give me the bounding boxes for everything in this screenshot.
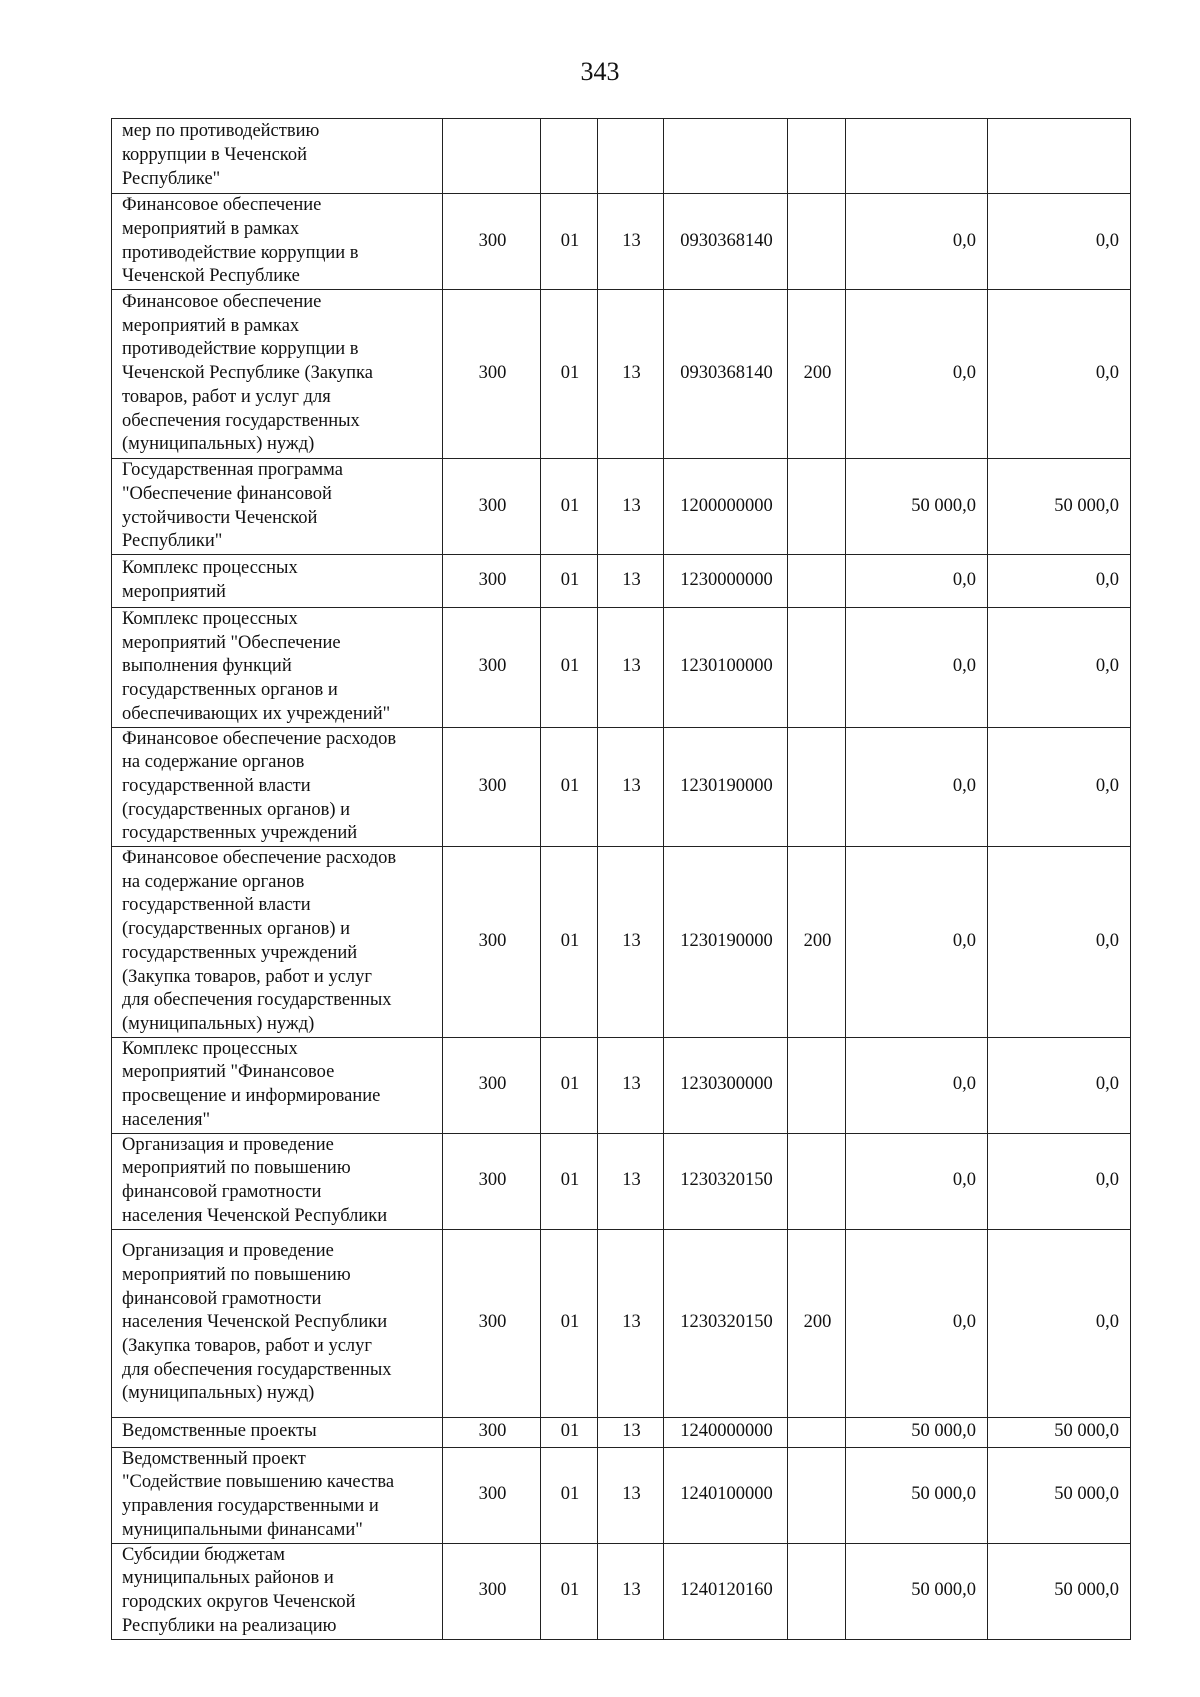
cell-amount-year-2: 0,0 [988, 608, 1131, 728]
cell-section: 01 [541, 459, 598, 555]
cell-ministry-code: 300 [443, 1543, 541, 1639]
cell-subsection: 13 [598, 459, 664, 555]
cell-ministry-code [443, 119, 541, 194]
cell-amount-year-1: 0,0 [846, 1133, 988, 1229]
cell-subsection: 13 [598, 1037, 664, 1133]
cell-section [541, 119, 598, 194]
cell-ministry-code: 300 [443, 1417, 541, 1447]
cell-subsection: 13 [598, 727, 664, 847]
table-row [112, 1133, 1131, 1229]
cell-description: мер по противодействию коррупции в Чеченской Республике" [112, 119, 443, 194]
cell-amount-year-2: 50 000,0 [988, 459, 1131, 555]
table-row [112, 608, 1131, 728]
cell-expense-type [788, 119, 846, 194]
cell-section: 01 [541, 1447, 598, 1543]
cell-description: Финансовое обеспечение мероприятий в рамках противодействие коррупции в Чеченской Республике [112, 194, 443, 290]
cell-amount-year-1: 0,0 [846, 1037, 988, 1133]
cell-section: 01 [541, 1037, 598, 1133]
cell-ministry-code: 300 [443, 1447, 541, 1543]
cell-target-item [664, 119, 788, 194]
cell-amount-year-2: 50 000,0 [988, 1447, 1131, 1543]
cell-section: 01 [541, 608, 598, 728]
cell-target-item: 1230320150 [664, 1133, 788, 1229]
table-row [112, 459, 1131, 555]
cell-amount-year-1: 0,0 [846, 194, 988, 290]
table-row [112, 555, 1131, 608]
table-row [112, 1037, 1131, 1133]
cell-description: Финансовое обеспечение мероприятий в рамках противодействие коррупции в Чеченской Республике (Закупка товаров, работ и услуг для обеспечения государственных (муниципальных) нужд) [112, 290, 443, 459]
cell-amount-year-1 [846, 119, 988, 194]
cell-ministry-code: 300 [443, 555, 541, 608]
table-row [112, 1447, 1131, 1543]
cell-target-item: 1230000000 [664, 555, 788, 608]
cell-description: Финансовое обеспечение расходов на содержание органов государственной власти (государственных органов) и государственных учреждений (Закупка товаров, работ и услуг для обеспечения государственных (муниципальных) нужд) [112, 847, 443, 1038]
cell-amount-year-1: 0,0 [846, 555, 988, 608]
cell-subsection: 13 [598, 1133, 664, 1229]
cell-ministry-code: 300 [443, 1229, 541, 1417]
cell-section: 01 [541, 1417, 598, 1447]
cell-target-item: 1240120160 [664, 1543, 788, 1639]
cell-amount-year-2: 0,0 [988, 727, 1131, 847]
cell-amount-year-2: 0,0 [988, 1133, 1131, 1229]
cell-amount-year-1: 0,0 [846, 290, 988, 459]
cell-section: 01 [541, 847, 598, 1038]
cell-expense-type [788, 1133, 846, 1229]
table-row [112, 1229, 1131, 1417]
cell-amount-year-2: 0,0 [988, 194, 1131, 290]
cell-amount-year-2: 0,0 [988, 1037, 1131, 1133]
page-number: 343 [580, 57, 620, 86]
cell-amount-year-1: 50 000,0 [846, 1447, 988, 1543]
cell-amount-year-2 [988, 119, 1131, 194]
cell-amount-year-1: 0,0 [846, 847, 988, 1038]
cell-ministry-code: 300 [443, 1133, 541, 1229]
cell-target-item: 0930368140 [664, 290, 788, 459]
cell-expense-type [788, 1543, 846, 1639]
cell-amount-year-2: 50 000,0 [988, 1543, 1131, 1639]
cell-ministry-code: 300 [443, 1037, 541, 1133]
cell-subsection: 13 [598, 608, 664, 728]
cell-subsection [598, 119, 664, 194]
cell-description: Финансовое обеспечение расходов на содержание органов государственной власти (государственных органов) и государственных учреждений [112, 727, 443, 847]
cell-target-item: 1230100000 [664, 608, 788, 728]
cell-subsection: 13 [598, 1417, 664, 1447]
cell-amount-year-2: 0,0 [988, 847, 1131, 1038]
cell-description: Комплекс процессных мероприятий [112, 555, 443, 608]
cell-subsection: 13 [598, 1447, 664, 1543]
cell-description: Комплекс процессных мероприятий "Обеспечение выполнения функций государственных органов и обеспечивающих их учреждений" [112, 608, 443, 728]
table-row [112, 847, 1131, 1038]
cell-ministry-code: 300 [443, 727, 541, 847]
table-row [112, 1543, 1131, 1639]
cell-expense-type: 200 [788, 290, 846, 459]
cell-description: Комплекс процессных мероприятий "Финансовое просвещение и информирование населения" [112, 1037, 443, 1133]
cell-section: 01 [541, 194, 598, 290]
cell-ministry-code: 300 [443, 459, 541, 555]
cell-description: Ведомственные проекты [112, 1417, 443, 1447]
cell-target-item: 1230190000 [664, 847, 788, 1038]
table-row [112, 119, 1131, 194]
cell-ministry-code: 300 [443, 290, 541, 459]
cell-subsection: 13 [598, 847, 664, 1038]
cell-section: 01 [541, 555, 598, 608]
cell-amount-year-2: 0,0 [988, 1229, 1131, 1417]
cell-expense-type [788, 727, 846, 847]
table-body [112, 119, 1131, 1640]
cell-amount-year-1: 0,0 [846, 1229, 988, 1417]
cell-ministry-code: 300 [443, 194, 541, 290]
cell-amount-year-1: 0,0 [846, 727, 988, 847]
cell-subsection: 13 [598, 290, 664, 459]
cell-expense-type [788, 194, 846, 290]
cell-description: Организация и проведение мероприятий по повышению финансовой грамотности населения Чеченской Республики [112, 1133, 443, 1229]
cell-target-item: 1230190000 [664, 727, 788, 847]
cell-description: Государственная программа "Обеспечение финансовой устойчивости Чеченской Республики" [112, 459, 443, 555]
cell-expense-type: 200 [788, 1229, 846, 1417]
cell-description: Организация и проведение мероприятий по повышению финансовой грамотности населения Чеченской Республики (Закупка товаров, работ и услуг для обеспечения государственных (муниципальных) нужд) [112, 1229, 443, 1417]
cell-section: 01 [541, 727, 598, 847]
cell-amount-year-2: 0,0 [988, 555, 1131, 608]
cell-section: 01 [541, 290, 598, 459]
cell-amount-year-2: 50 000,0 [988, 1417, 1131, 1447]
cell-amount-year-1: 50 000,0 [846, 1543, 988, 1639]
cell-amount-year-1: 50 000,0 [846, 1417, 988, 1447]
cell-description: Субсидии бюджетам муниципальных районов и городских округов Чеченской Республики на реализацию [112, 1543, 443, 1639]
cell-expense-type [788, 555, 846, 608]
cell-target-item: 0930368140 [664, 194, 788, 290]
cell-ministry-code: 300 [443, 847, 541, 1038]
cell-subsection: 13 [598, 1229, 664, 1417]
cell-subsection: 13 [598, 1543, 664, 1639]
table-row [112, 727, 1131, 847]
cell-target-item: 1200000000 [664, 459, 788, 555]
cell-target-item: 1230300000 [664, 1037, 788, 1133]
cell-ministry-code: 300 [443, 608, 541, 728]
cell-subsection: 13 [598, 555, 664, 608]
cell-target-item: 1240000000 [664, 1417, 788, 1447]
cell-subsection: 13 [598, 194, 664, 290]
table-row [112, 194, 1131, 290]
cell-expense-type [788, 608, 846, 728]
cell-section: 01 [541, 1229, 598, 1417]
budget-table [111, 118, 1131, 1640]
table-row [112, 290, 1131, 459]
cell-expense-type [788, 1417, 846, 1447]
cell-description: Ведомственный проект "Содействие повышению качества управления государственными и муниципальными финансами" [112, 1447, 443, 1543]
cell-amount-year-1: 0,0 [846, 608, 988, 728]
cell-section: 01 [541, 1543, 598, 1639]
cell-amount-year-1: 50 000,0 [846, 459, 988, 555]
cell-target-item: 1230320150 [664, 1229, 788, 1417]
cell-expense-type [788, 1037, 846, 1133]
cell-expense-type [788, 1447, 846, 1543]
cell-amount-year-2: 0,0 [988, 290, 1131, 459]
table-row [112, 1417, 1131, 1447]
cell-expense-type: 200 [788, 847, 846, 1038]
cell-expense-type [788, 459, 846, 555]
cell-section: 01 [541, 1133, 598, 1229]
cell-target-item: 1240100000 [664, 1447, 788, 1543]
